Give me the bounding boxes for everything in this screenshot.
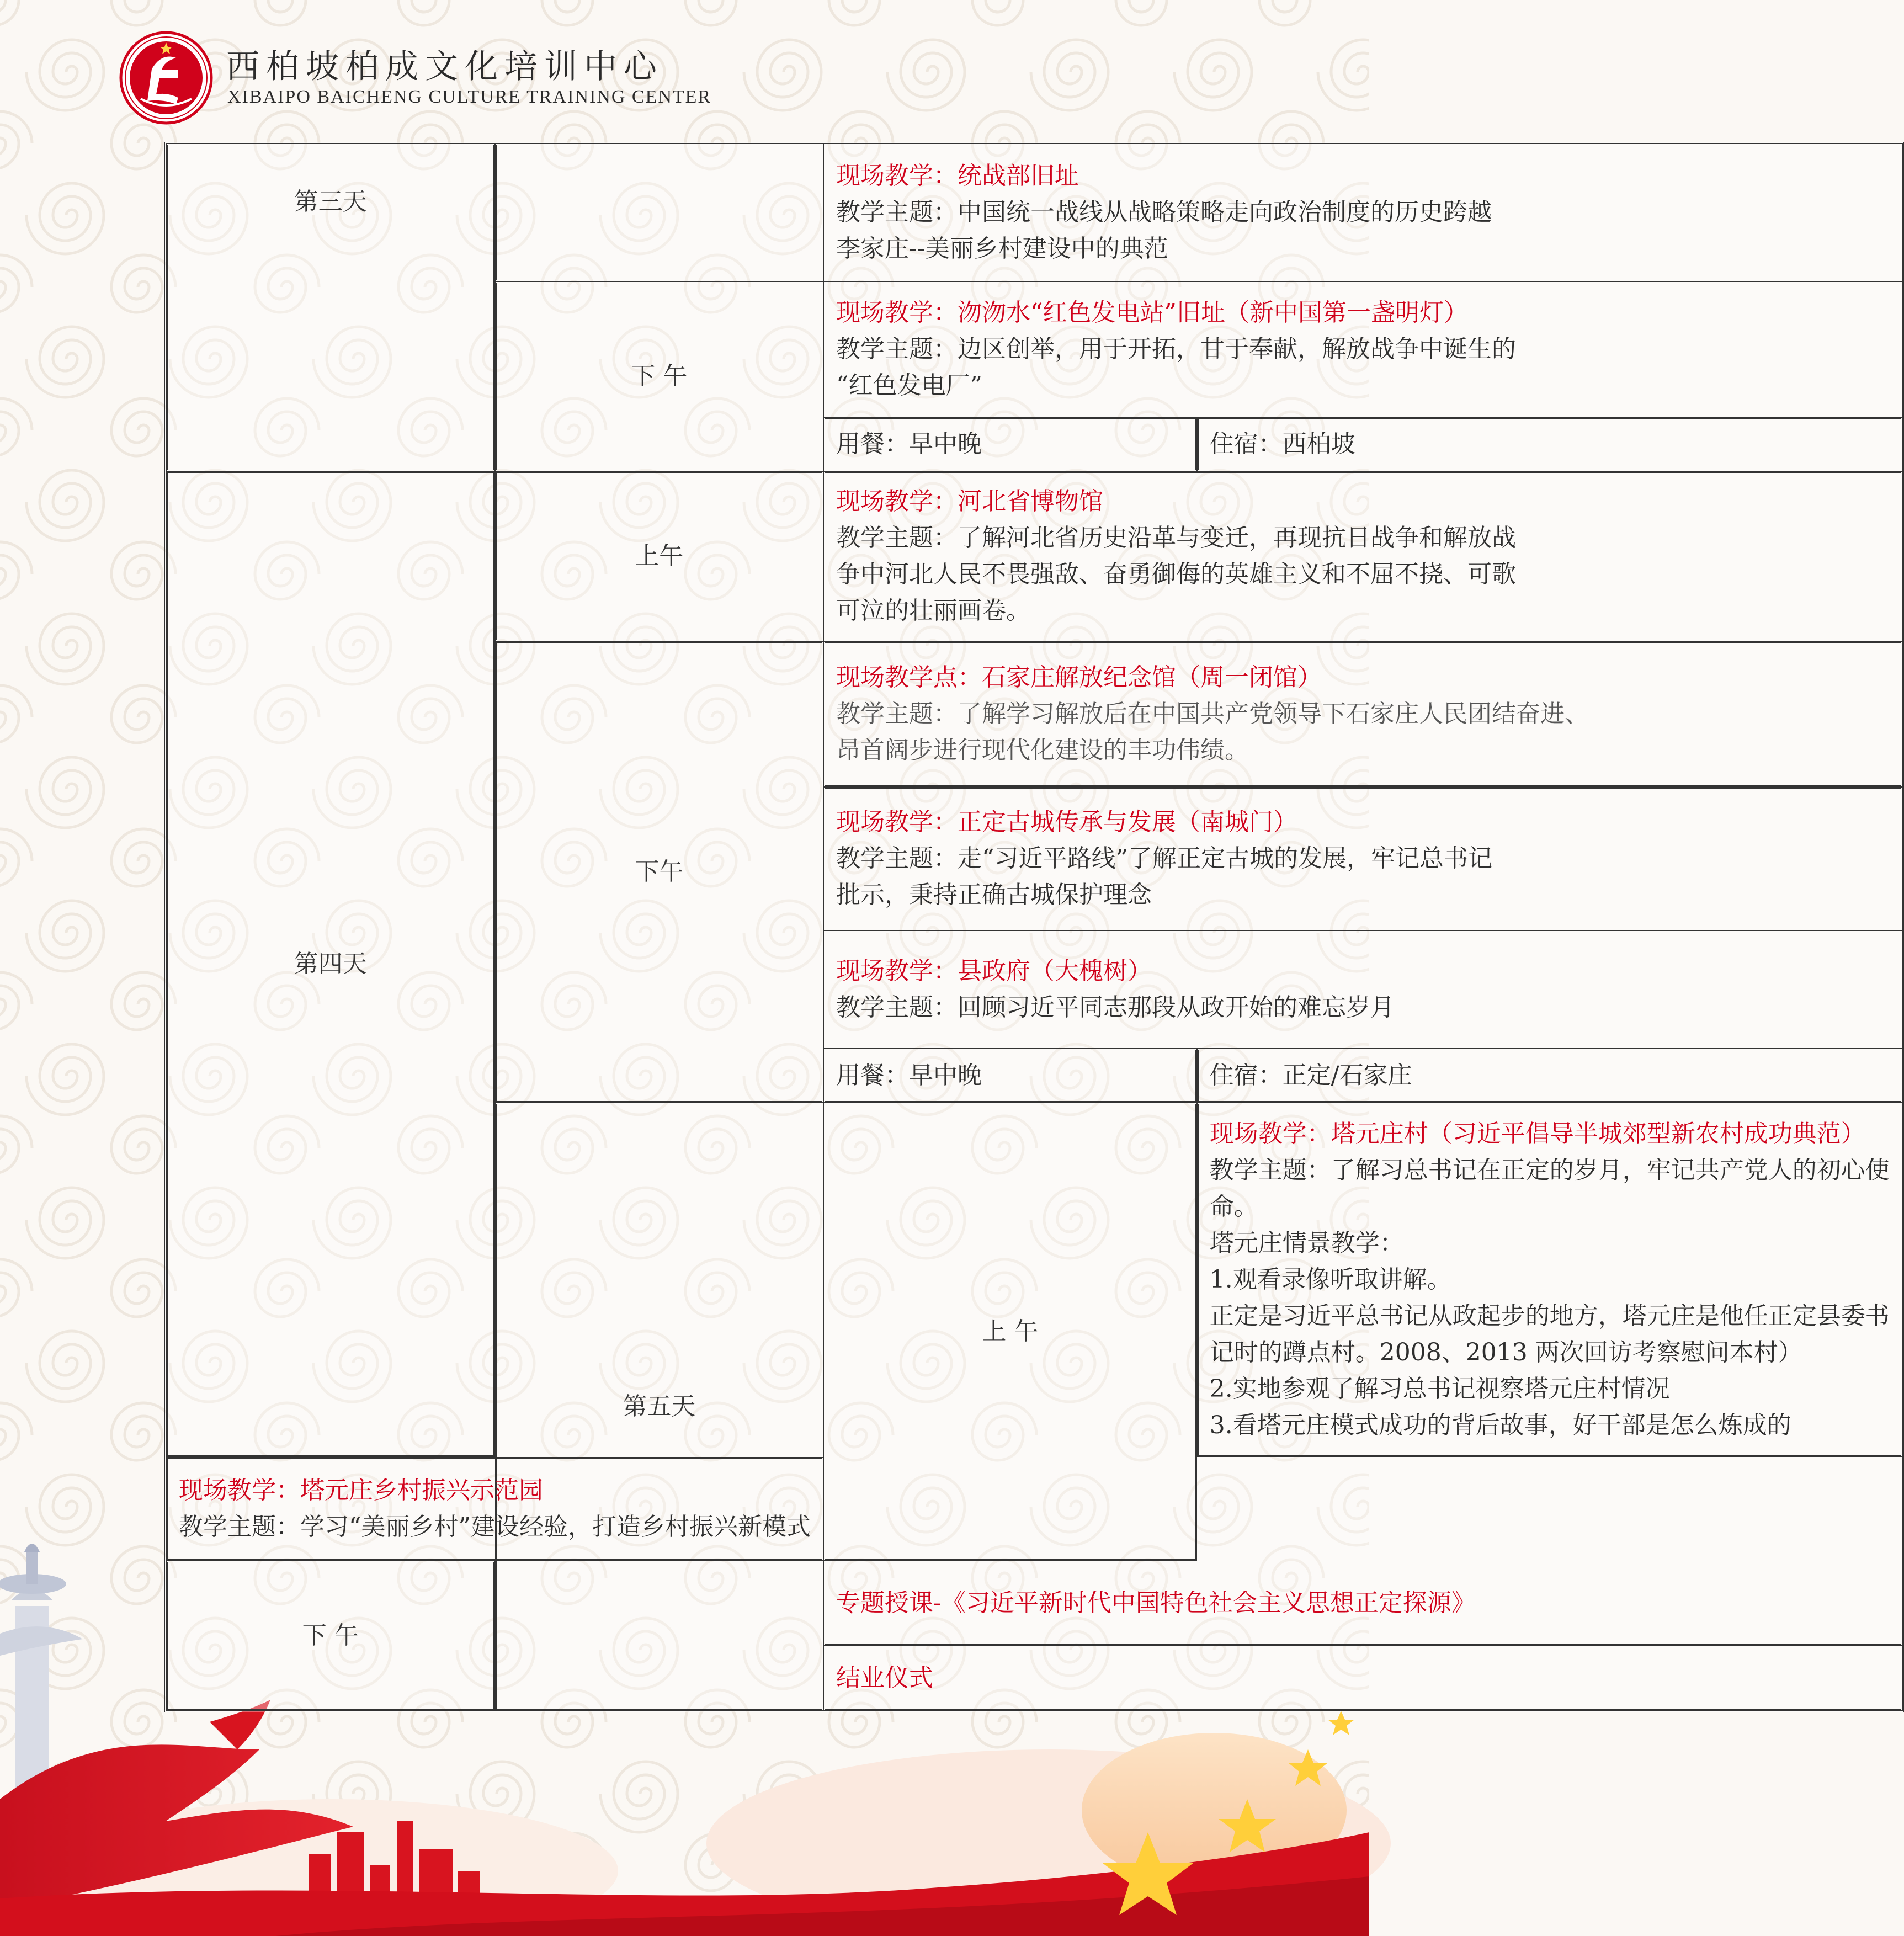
lodging-cell: 住宿：正定/石家庄 (1197, 1049, 1902, 1103)
period-cell (495, 471, 824, 641)
activity-desc: 2.实地参观了解习总书记视察塔元庄村情况 (1209, 1375, 1670, 1403)
activity-cell (823, 281, 1902, 417)
activity-title: 现场教学点：石家庄解放纪念馆（周一闭馆） (836, 663, 1322, 692)
activity-desc: 可泣的壮丽画卷。 (836, 597, 1030, 625)
period-cell (495, 143, 824, 281)
activity-title: 现场教学：县政府（大槐树） (836, 957, 1152, 985)
page-header (119, 30, 726, 124)
activity-title: 专题授课-《习近平新时代中国特色社会主义思想正定探源》 (836, 1589, 1476, 1617)
activity-desc: 教学主题：中国统一战线从战略策略走向政治制度的历史跨越 (836, 198, 1492, 226)
period-cell (495, 641, 824, 1103)
period-cell (166, 1561, 495, 1711)
meal-cell: 用餐：早中晚 (823, 417, 1197, 471)
activity-title: 现场教学：正定古城传承与发展（南城门） (836, 808, 1297, 836)
activity-desc: 批示，秉持正确古城保护理念 (836, 881, 1152, 909)
meal-cell: 用餐：早中晚 (823, 1049, 1197, 1103)
activity-desc: 1.观看录像听取讲解。 (1209, 1265, 1451, 1294)
activity-cell (166, 1457, 823, 1561)
day-label: 第五天 (495, 1103, 824, 1711)
activity-desc: 3.看塔元庄模式成功的背后故事，好干部是怎么炼成的 (1209, 1411, 1791, 1439)
activity-desc: 命。 (1209, 1193, 1258, 1221)
activity-cell (823, 1561, 1902, 1646)
activity-cell (1197, 1103, 1902, 1457)
day-label: 第三天 (166, 143, 495, 471)
activity-desc: 争中河北人民不畏强敌、奋勇御侮的英雄主义和不屈不挠、可歌 (836, 560, 1516, 588)
activity-desc: 李家庄--美丽乡村建设中的典范 (836, 235, 1168, 263)
center-name-cn: 西柏坡柏成文化培训中心 (226, 47, 663, 86)
day-label: 第四天 (166, 471, 495, 1457)
activity-desc: 记时的蹲点村。2008、2013 两次回访考察慰问本村） (1209, 1338, 1802, 1366)
activity-desc: 塔元庄情景教学： (1209, 1229, 1404, 1257)
activity-desc: 教学主题：了解学习解放后在中国共产党领导下石家庄人民团结奋进、 (836, 700, 1589, 728)
activity-title: 现场教学：塔元庄村（习近平倡导半城郊型新农村成功典范） (1209, 1120, 1865, 1148)
activity-cell (823, 1646, 1902, 1711)
activity-title: 结业仪式 (836, 1664, 933, 1692)
activity-title: 现场教学：统战部旧址 (836, 162, 1079, 190)
activity-desc: 教学主题：了解习总书记在正定的岁月，牢记共产党人的初心使 (1209, 1156, 1890, 1184)
period-cell (823, 1103, 1197, 1561)
activity-desc: 教学主题：了解河北省历史沿革与变迁，再现抗日战争和解放战 (836, 524, 1516, 552)
period-label: 下 午 (302, 1621, 359, 1650)
activity-cell (823, 930, 1902, 1049)
period-label: 下 午 (631, 362, 688, 390)
activity-desc: 教学主题：走“习近平路线”了解正定古城的发展，牢记总书记 (836, 844, 1492, 873)
activity-title: 现场教学：沕沕水“红色发电站”旧址（新中国第一盏明灯） (836, 299, 1468, 327)
period-cell (495, 281, 824, 471)
lodging-cell: 住宿：西柏坡 (1197, 417, 1902, 471)
period-label: 上 午 (982, 1317, 1039, 1345)
activity-desc: 教学主题：回顾习近平同志那段从政开始的难忘岁月 (836, 993, 1395, 1022)
activity-desc: “红色发电厂” (836, 371, 982, 400)
training-center-logo (119, 30, 214, 125)
activity-desc: 教学主题：边区创举，用于开拓，甘于奉献，解放战争中诞生的 (836, 335, 1516, 363)
activity-cell (823, 143, 1902, 281)
activity-desc: 昂首阔步进行现代化建设的丰功伟绩。 (836, 736, 1249, 764)
schedule-table (164, 142, 1904, 1712)
activity-title: 现场教学：塔元庄乡村振兴示范园 (179, 1476, 543, 1504)
activity-cell (823, 641, 1902, 787)
period-label: 上午 (635, 542, 684, 570)
activity-cell (823, 471, 1902, 641)
center-name-en: XIBAIPO BAICHENG CULTURE TRAINING CENTER (227, 87, 712, 107)
activity-cell (823, 787, 1902, 930)
period-label: 下午 (635, 858, 684, 886)
activity-desc: 正定是习近平总书记从政起步的地方，塔元庄是他任正定县委书 (1209, 1302, 1890, 1330)
activity-desc: 教学主题：学习“美丽乡村”建设经验，打造乡村振兴新模式 (179, 1513, 811, 1541)
star-icon (1328, 1711, 1354, 1735)
activity-title: 现场教学：河北省博物馆 (836, 487, 1103, 515)
